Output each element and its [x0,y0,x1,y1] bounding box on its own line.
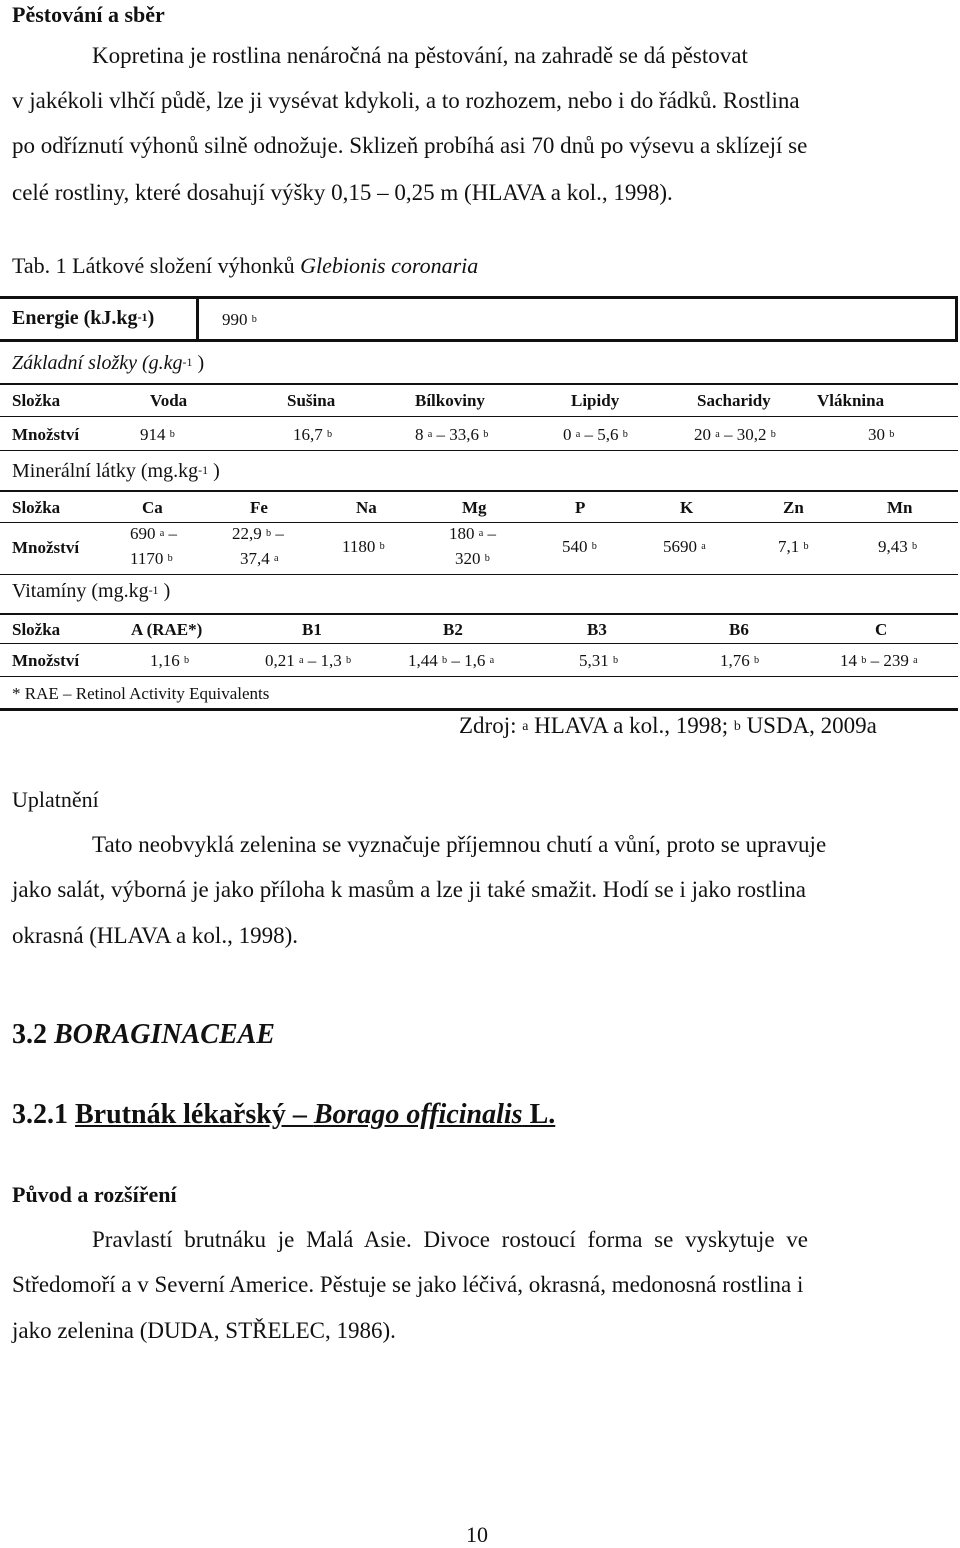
basic-components-title: Základní složky ($g.kg^{-1}$ ) [12,352,205,374]
table-source: Zdroj: $^a$ HLAVA a kol., 1998; $^b$ USDA, 2009a [459,713,877,738]
mineral-row-bottom [0,574,958,575]
paragraph-line: celé rostliny, které dosahují výšky 0,15 – 0,25 m (HLAVA a kol., 1998). [12,180,673,205]
header-cell: Složka [12,620,61,639]
vitamin-row-bottom [0,676,958,677]
header-cell: Složka [12,391,61,410]
header-cell: B3 [587,620,607,639]
paragraph-line: v jakékoli vlhčí půdě, lze ji vysévat kdykoli, a to rozhozem, nebo i do řádků. Rostlina [12,88,800,113]
minerals-title: Minerální látky ($mg.kg^{-1}$ ) [12,460,220,482]
paragraph-line: Pravlastí brutnáku je Malá Asie. Divoce rostoucí forma se vyskytuje ve [92,1227,808,1252]
value-cell: 1,16 $^b$ [150,651,190,670]
header-cell: Bílkoviny [415,391,485,410]
energy-divider [196,296,199,342]
table-footnote: * RAE – Retinol Activity Equivalents [12,684,270,703]
mineral-header-top [0,490,958,492]
value-cell: 540 $^b$ [562,537,597,556]
paragraph-line: jako salát, výborná je jako příloha k masům a lze ji také smažit. Hodí se i jako rostlina [12,877,806,902]
value-cell: 1170 $^b$ [130,549,173,568]
energy-label: Energie $(kJ.kg^{-1})$ [12,307,155,329]
header-cell: Zn [783,498,804,517]
header-cell: Mg [462,498,487,517]
page-number: 10 [466,1522,488,1547]
mineral-header-bottom [0,522,958,523]
value-cell: 5,31 $^b$ [579,651,619,670]
row-label: Množství [12,651,80,670]
vitamin-header-top [0,613,958,615]
vitamin-header-bottom [0,643,958,644]
value-cell: 1,44 $^b$ – 1,6 $^a$ [408,651,495,670]
value-cell: 180 $^a$ – [449,524,497,543]
paragraph-line: Kopretina je rostlina nenáročná na pěstování, na zahradě se dá pěstovat [92,43,748,68]
chapter-heading: 3.2 BORAGINACEAE [12,1019,275,1050]
header-cell: Složka [12,498,61,517]
header-cell: Ca [142,498,163,517]
row-label: Množství [12,538,80,557]
header-cell: P [575,498,586,517]
value-cell: 22,9 $^b$ – [232,524,284,543]
section-heading-usage: Uplatnění [12,787,99,812]
header-cell: Sacharidy [697,391,771,410]
value-cell: 7,1 $^b$ [778,537,809,556]
header-cell: Fe [250,498,268,517]
paragraph-line: jako zelenina (DUDA, STŘELEC, 1986). [12,1318,396,1343]
header-cell: A (RAE*) [131,620,203,639]
value-cell: 37,4 $^a$ [240,549,279,568]
header-cell: B6 [729,620,749,639]
value-cell: 1,76 $^b$ [720,651,760,670]
value-cell: 914 $^b$ [140,425,175,444]
section-heading-origin: Původ a rozšíření [12,1182,177,1207]
row-label: Množství [12,425,80,444]
header-cell: B1 [302,620,322,639]
basic-header-top [0,383,958,385]
value-cell: 16,7 $^b$ [293,425,333,444]
header-cell: K [680,498,694,517]
table-border-right [955,296,958,342]
header-cell: Vláknina [817,391,885,410]
value-cell: 0,21 $^a$ – 1,3 $^b$ [265,651,352,670]
header-cell: Lipidy [571,391,620,410]
energy-bottom-line [0,339,958,342]
value-cell: 5690 $^a$ [663,537,706,556]
value-cell: 690 $^a$ – [130,524,178,543]
header-cell: Voda [150,391,188,410]
table-border-top [0,296,958,299]
header-cell: C [875,620,888,639]
paragraph-line: okrasná (HLAVA a kol., 1998). [12,923,298,948]
value-cell: 8 $^a$ – 33,6 $^b$ [415,425,489,444]
subchapter-heading: 3.2.1 Brutnák lékařský – Borago officinalis L. [12,1099,556,1130]
header-cell: Mn [887,498,913,517]
section-heading-cultivation: Pěstování a sběr [12,2,165,27]
vitamins-title: Vitamíny ($mg.kg^{-1}$ ) [12,580,171,602]
paragraph-line: po odříznutí výhonů silně odnožuje. Sklizeň probíhá asi 70 dnů po výsevu a sklízejí se [12,133,808,158]
header-cell: B2 [443,620,463,639]
paragraph-line: Tato neobvyklá zelenina se vyznačuje příjemnou chutí a vůní, proto se upravuje [92,832,827,857]
value-cell: 0 $^a$ – 5,6 $^b$ [563,425,628,444]
table-border-bottom [0,708,958,711]
basic-row-bottom [0,450,958,451]
value-cell: 30 $^b$ [868,425,895,444]
basic-header-bottom [0,416,958,417]
value-cell: 320 $^b$ [455,549,490,568]
value-cell: 1180 $^b$ [342,537,385,556]
value-cell: 14 $^b$ – 239 $^a$ [840,651,918,670]
value-cell: 20 $^a$ – 30,2 $^b$ [694,425,776,444]
energy-value: 990 $^b$ [222,310,257,329]
header-cell: Sušina [287,391,336,410]
header-cell: Na [356,498,377,517]
species-name: Glebionis coronaria [300,253,479,278]
table-caption: Tab. 1 Látkové složení výhonků Glebionis coronaria [12,253,479,278]
paragraph-line: Středomoří a v Severní Americe. Pěstuje se jako léčivá, okrasná, medonosná rostlina i [12,1272,804,1297]
value-cell: 9,43 $^b$ [878,537,918,556]
